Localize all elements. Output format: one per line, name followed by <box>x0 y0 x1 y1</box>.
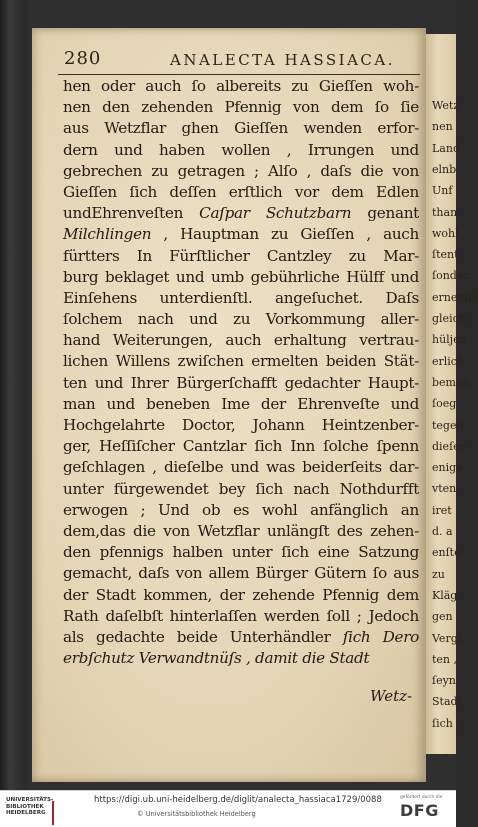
text-line: Gieſſen ſich deſſen erſtlich vor dem Edlen <box>63 182 419 201</box>
text-line: hen oder auch ſo albereits zu Gieſſen woh- <box>63 77 419 95</box>
dfg-logo[interactable]: DFG <box>400 801 439 820</box>
text-line: Hochgelahrte Doctor, Johann Heintzenber- <box>63 416 419 434</box>
italic-name: Caſpar Schutzbarn <box>199 204 352 223</box>
facing-page-fragment: wohl <box>432 226 459 240</box>
text-line: hand Weiterungen, auch erhaltung vertrau- <box>63 331 419 350</box>
text-line: erwogen ; Und ob es wohl anfänglich an <box>63 500 419 519</box>
text-line: ten und Ihrer Bürgerſchafft gedachter Haupt- <box>63 373 419 392</box>
text-line: gebrechen zu getragen ; Alſo , daſs die von <box>63 161 419 180</box>
text-line: ſolchem nach und zu Vorkommung aller- <box>63 310 419 329</box>
facing-page-fragment: ten , <box>432 652 458 666</box>
facing-page-fragment: bemeh <box>432 375 470 389</box>
facing-page-fragment: tegen <box>432 418 464 432</box>
page-number: 280 <box>64 48 102 69</box>
facing-page-edge <box>426 34 478 754</box>
text-line: ger, Heſſiſcher Cantzlar ſich Inn ſolche ſpenn <box>63 437 419 456</box>
header-rule <box>58 74 420 75</box>
text-line: fürtters In Fürſtlicher Cantzley zu Mar- <box>63 246 419 265</box>
facing-page-fragment: Stadt <box>432 695 462 709</box>
copyright-notice: © Universitätsbibliothek Heidelberg <box>137 810 256 818</box>
facing-page-fragment: ſich , <box>432 716 460 730</box>
facing-page-fragment: erlich <box>432 354 465 368</box>
dfg-caption: gefördert durch die <box>400 795 443 800</box>
page-header <box>58 48 418 70</box>
facing-page-fragment: ſonder <box>432 269 469 283</box>
facing-page-fragment: Land <box>432 141 460 155</box>
facing-page-fragment: enſte <box>432 546 461 560</box>
text-line: undEhrenveſten Caſpar Schutzbarn genant <box>63 204 419 223</box>
facing-page-fragment: Vergl <box>432 631 462 645</box>
facing-page-fragment: than <box>432 205 458 219</box>
text-line: geſchlagen , dieſelbe und was beiderſeits dar- <box>63 458 419 477</box>
running-title: ANALECTA HASSIACA. <box>170 51 395 69</box>
logo-line: BIBLIOTHEK <box>6 803 44 810</box>
text-line: dem,das die von Wetzflar unlängſt des zehen- <box>63 521 419 540</box>
facing-page-fragment: Kläg <box>432 588 458 602</box>
facing-page-fragment: vten. <box>432 482 460 496</box>
italic-name: ſich Dero <box>342 627 419 646</box>
text-line <box>63 648 419 669</box>
facing-page-fragment: d. a <box>432 525 453 538</box>
facing-page-fragment: gleich <box>432 312 466 325</box>
text-line: unter fürgewendet bey ſich nach Nothdurfft <box>63 479 419 498</box>
facing-page-fragment: ſtent <box>432 248 459 262</box>
facing-page-fragment: ernenne <box>432 290 478 304</box>
library-emblem-icon <box>52 801 68 825</box>
text-line: gemacht, daſs von allem Bürger Gütern ſo aus <box>63 564 419 583</box>
text-line: nen den zehenden Pfennig von dem ſo ſie <box>63 98 419 117</box>
body-text <box>63 76 419 669</box>
text-line: burg beklaget und umb gebührliche Hülff und <box>63 267 419 286</box>
catchword: Wetz- <box>370 687 413 705</box>
text-line: der Stadt kommen, der zehende Pfennig dem <box>63 585 419 604</box>
university-library-logo[interactable] <box>6 797 66 823</box>
facing-page-fragment: zu <box>432 567 445 581</box>
logo-line: UNIVERSITÄTS- <box>6 797 54 803</box>
text-line: als gedachte beide Unterhändler ſich Dero <box>63 627 419 646</box>
facing-page-fragment: ſoeg <box>432 397 457 411</box>
text-line: den pfennigs halben unter ſich eine Satzung <box>63 543 419 562</box>
permalink-url[interactable]: https://digi.ub.uni-heidelberg.de/diglit/analecta_hassiaca1729/0088 <box>94 795 382 805</box>
italic-name: Milchlingen <box>63 225 152 244</box>
facing-page-fragment: dieſer <box>432 439 465 453</box>
text-line: aus Wetzflar ghen Gieſſen wenden erfor- <box>63 119 419 138</box>
facing-page-fragment: nen <box>432 120 453 134</box>
text-line: Einſehens unterdienſtl. angeſuchet. Daſs <box>63 288 419 307</box>
facing-page-fragment: enige <box>432 461 463 475</box>
facing-page-fragment: iret <box>432 503 452 517</box>
italic-name: erbſchutz Verwandtnüſs , damit die Stadt <box>63 649 370 668</box>
viewer-footer <box>0 790 456 827</box>
text-line: man und beneben Ime der Ehrenveſte und <box>63 394 419 413</box>
facing-page-fragment: Wetz <box>432 99 460 112</box>
text-line: dern und haben wollen , Irrungen und <box>63 140 419 159</box>
facing-page-fragment: ſeyn <box>432 674 456 688</box>
facing-page-fragment: gen <box>432 610 453 624</box>
facing-page-fragment: Unf <box>432 184 453 198</box>
text-line: lichen Willens zwiſchen ermelten beiden Stät- <box>63 352 419 371</box>
text-line: Rath daſelbſt hinterlaſſen werden ſoll ; Jedoch <box>63 606 419 625</box>
facing-page-fragment: hüljen <box>432 333 467 347</box>
logo-line: HEIDELBERG <box>6 810 46 817</box>
facing-page-fragment: elnb <box>432 162 457 176</box>
text-line: Milchlingen , Hauptman zu Gieſſen , auch <box>63 225 419 244</box>
